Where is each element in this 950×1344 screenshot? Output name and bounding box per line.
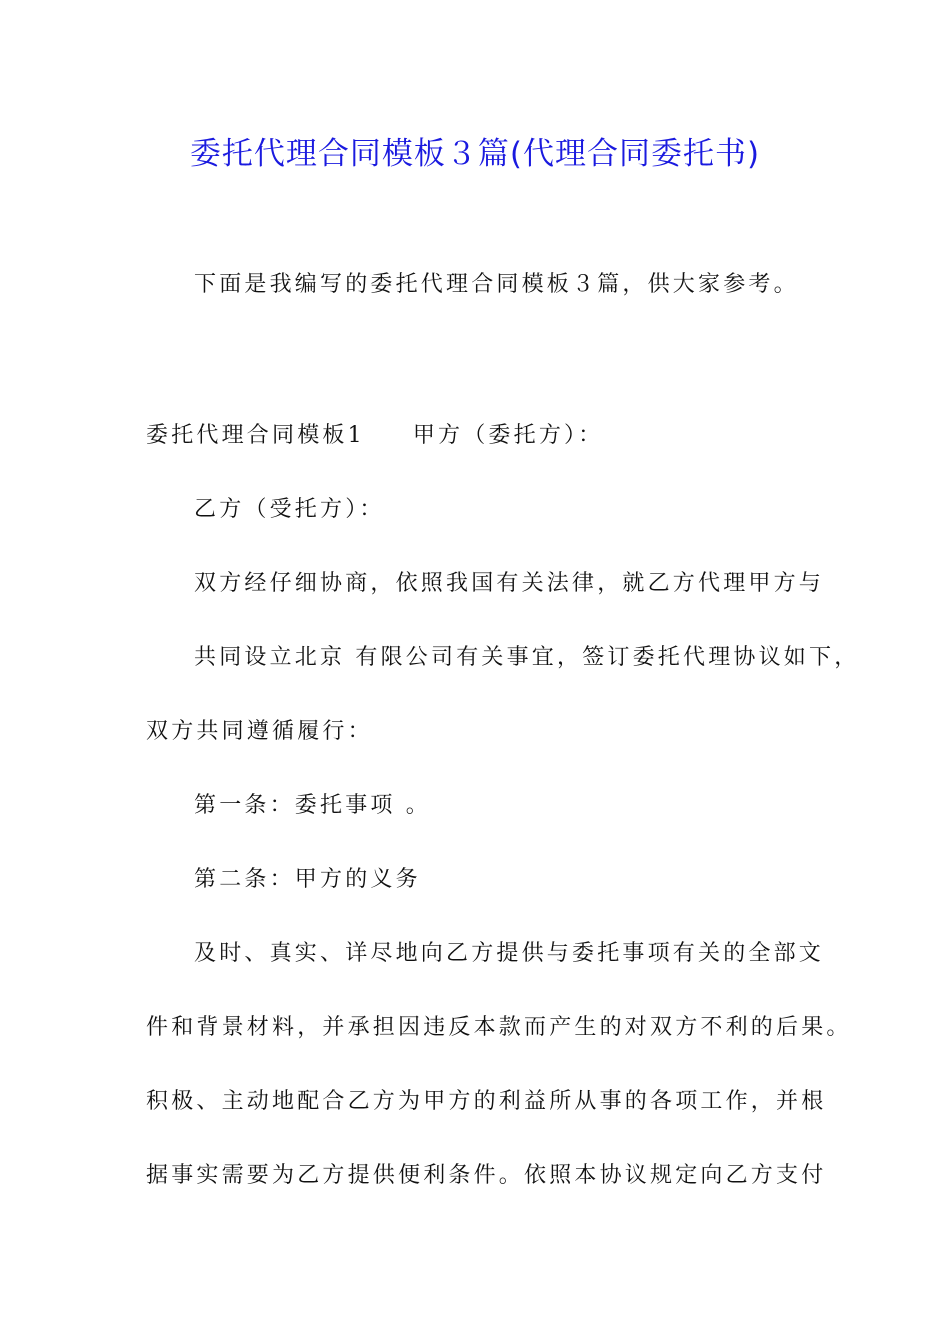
intro-paragraph: 下面是我编写的委托代理合同模板３篇，供大家参考。: [194, 272, 799, 297]
body-paragraph-line: 据事实需要为乙方提供便利条件。依照本协议规定向乙方支付: [146, 1163, 827, 1188]
party-b-label: 乙方（受托方）：: [194, 497, 385, 522]
body-paragraph-line: 积极、主动地配合乙方为甲方的利益所从事的各项工作，并根: [146, 1089, 827, 1114]
document-title: 委托代理合同模板３篇(代理合同委托书): [189, 136, 761, 172]
body-paragraph-line: 双方共同遵循履行：: [146, 719, 373, 744]
body-paragraph-line: 件和背景材料，并承担因违反本款而产生的对双方不利的后果。: [146, 1015, 852, 1040]
article-two-heading: 第二条：甲方的义务: [194, 867, 421, 892]
section-heading-line: [146, 421, 603, 451]
body-paragraph-line: 共同设立北京 有限公司有关事宜，签订委托代理协议如下，: [194, 645, 860, 670]
party-a-label: 甲方（委托方）：: [412, 423, 604, 448]
body-paragraph-line: 及时、真实、详尽地向乙方提供与委托事项有关的全部文: [194, 941, 825, 966]
article-one-heading: 第一条：委托事项 。: [194, 793, 431, 818]
section-heading: 委托代理合同模板1: [146, 423, 365, 448]
body-paragraph-line: 双方经仔细协商，依照我国有关法律，就乙方代理甲方与: [194, 571, 825, 596]
